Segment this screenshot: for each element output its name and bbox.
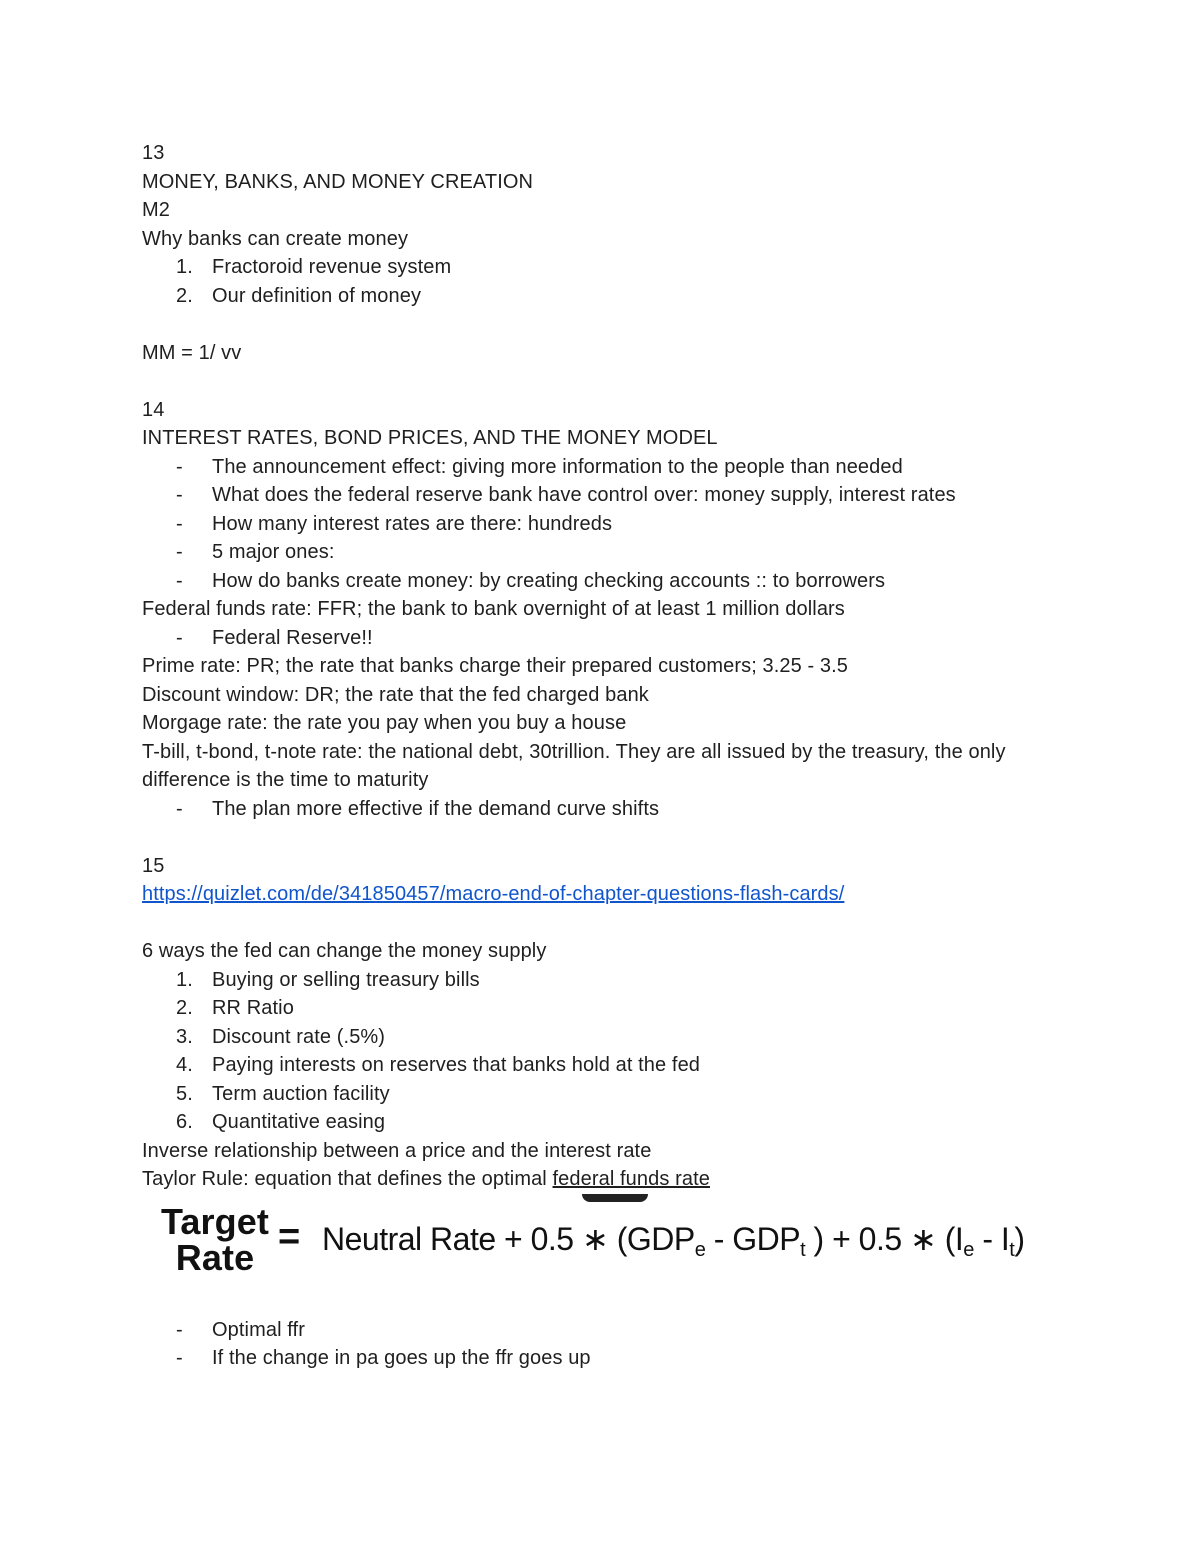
bullet-text: Federal Reserve!! — [212, 626, 373, 649]
list-item-text: Discount rate (.5%) — [212, 1025, 386, 1048]
quizlet-link-line — [142, 880, 1042, 909]
formula-part: - I — [973, 1220, 1010, 1257]
section-number: 14 — [142, 398, 165, 421]
list-marker: 3. — [176, 1025, 193, 1048]
formula-part: ) + 0.5 ∗ (I — [805, 1220, 964, 1257]
list-item-text: Paying interests on reserves that banks hold at the fed — [212, 1054, 701, 1076]
ffr-line: Federal funds rate: FFR; the bank to bank overnight of at least 1 million dollars — [142, 598, 845, 620]
m2-line: M2 — [142, 199, 170, 221]
formula-subscript: t — [800, 1238, 806, 1261]
formula-expression — [322, 1220, 1024, 1262]
bullet-dash: - — [176, 1318, 183, 1341]
formula-part: Neutral Rate + 0.5 ∗ (GDP — [322, 1220, 695, 1257]
ways-heading: 6 ways the fed can change the money supply — [142, 940, 547, 962]
formula-target-line1: Target — [161, 1200, 269, 1242]
bullet-text: The plan more effective if the demand curve shifts — [212, 797, 660, 820]
list-marker: 2. — [176, 997, 193, 1019]
tbill-paragraph: T-bill, t-bond, t-note rate: the national debt, 30trillion. They are all issued by the treasury, the only difference is the time to maturity — [142, 740, 1006, 791]
federal-funds-rate-link[interactable]: federal funds rate — [552, 1168, 710, 1190]
bullet-item — [142, 510, 1042, 539]
bullet-text: If the change in pa goes up the ffr goes up — [212, 1347, 591, 1369]
bullet-item — [142, 567, 1042, 596]
formula-subscript: t — [1009, 1238, 1015, 1261]
bullet-text: How do banks create money: by creating checking accounts :: to borrowers — [212, 569, 886, 592]
document-page — [142, 139, 1042, 1373]
morgage-rate-line: Morgage rate: the rate you pay when you buy a house — [142, 712, 627, 734]
formula-target-rate — [150, 1200, 280, 1278]
bullet-dash: - — [176, 455, 183, 478]
bullet-dash: - — [176, 484, 183, 506]
section-number: 15 — [142, 854, 165, 877]
list-item — [142, 1051, 1042, 1080]
bullet-dash: - — [176, 626, 183, 649]
bullet-item — [142, 795, 1042, 824]
list-marker: 4. — [176, 1054, 193, 1076]
section-title: INTEREST RATES, BOND PRICES, AND THE MONEY MODEL — [142, 427, 718, 449]
section-title: MONEY, BANKS, AND MONEY CREATION — [142, 170, 534, 193]
prime-rate-line: Prime rate: PR; the rate that banks charge their prepared customers; 3.25 - 3.5 — [142, 655, 849, 677]
image-artifact — [582, 1194, 648, 1202]
taylor-rule-text: Taylor Rule: equation that defines the optimal — [142, 1168, 553, 1190]
bullet-dash: - — [176, 512, 183, 535]
list-item — [142, 282, 1042, 311]
quizlet-link[interactable]: https://quizlet.com/de/341850457/macro-end-of-chapter-questions-flash-cards/ — [142, 883, 845, 905]
taylor-rule-formula-image — [142, 1198, 1042, 1316]
bullet-item — [142, 538, 1042, 567]
list-item — [142, 1108, 1042, 1137]
inverse-line: Inverse relationship between a price and the interest rate — [142, 1139, 652, 1162]
section-number: 13 — [142, 142, 165, 164]
list-item — [142, 966, 1042, 995]
list-item — [142, 1023, 1042, 1052]
bullet-text: Optimal ffr — [212, 1318, 305, 1341]
list-marker: 5. — [176, 1082, 193, 1105]
list-item — [142, 1080, 1042, 1109]
formula-target-line2: Rate — [175, 1236, 255, 1278]
list-item — [142, 994, 1042, 1023]
list-item-text: Fractoroid revenue system — [212, 256, 452, 278]
bullet-dash: - — [176, 541, 183, 563]
bullet-text: The announcement effect: giving more information to the people than needed — [212, 455, 903, 478]
bullet-text: What does the federal reserve bank have control over: money supply, interest rates — [212, 484, 956, 506]
formula-subscript: e — [694, 1238, 706, 1261]
list-item-text: Term auction facility — [212, 1082, 390, 1105]
formula-equals: = — [278, 1215, 301, 1258]
bullet-item — [142, 453, 1042, 482]
list-marker: 1. — [176, 256, 193, 278]
why-line: Why banks can create money — [142, 227, 409, 250]
list-item-text: Our definition of money — [212, 284, 422, 307]
list-item — [142, 253, 1042, 282]
bullet-item — [142, 624, 1042, 653]
bullet-item — [142, 1316, 1042, 1345]
bullet-text: How many interest rates are there: hundreds — [212, 512, 613, 535]
list-item-text: Buying or selling treasury bills — [212, 968, 480, 991]
bullet-item — [142, 481, 1042, 510]
list-marker: 2. — [176, 284, 193, 307]
list-item-text: Quantitative easing — [212, 1111, 386, 1133]
list-marker: 6. — [176, 1111, 193, 1133]
bullet-dash: - — [176, 797, 183, 820]
bullet-item — [142, 1344, 1042, 1373]
bullet-dash: - — [176, 1347, 183, 1369]
list-item-text: RR Ratio — [212, 997, 294, 1019]
discount-window-line: Discount window: DR; the rate that the fed charged bank — [142, 683, 649, 706]
bullet-text: 5 major ones: — [212, 541, 335, 563]
mm-formula: MM = 1/ vv — [142, 341, 242, 364]
list-marker: 1. — [176, 968, 193, 991]
formula-part: - GDP — [705, 1220, 801, 1257]
formula-subscript: e — [963, 1238, 974, 1261]
bullet-dash: - — [176, 569, 183, 592]
taylor-rule-line — [142, 1165, 1042, 1194]
formula-part: ) — [1014, 1220, 1025, 1257]
